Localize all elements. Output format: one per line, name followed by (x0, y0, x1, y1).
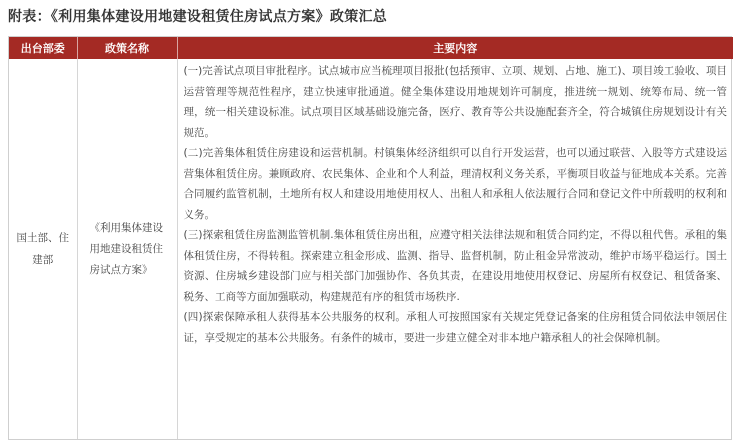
content-paragraph-2: (二)完善集体租赁住房建设和运营机制。村镇集体经济组织可以自行开发运营，也可以通过联营、入股等方式建设运营集体租赁住房。兼顾政府、农民集体、企业和个人利益，理清权利义务关系，平衡项目收益与征地成本关系。完善合同履约监管机制，土地所有权人和建设用地使用权人、出租人和承租人依法履行合同和登记文件中所载明的权利和义务。 (183, 147, 727, 221)
header-policy-name: 政策名称 (77, 37, 177, 59)
table-header (9, 37, 733, 59)
policy-table-grid (9, 37, 733, 439)
content-paragraph-4: (四)探索保障承租人获得基本公共服务的权利。承租人可按照国家有关规定凭登记备案的住房租赁合同依法申领居住证，享受规定的基本公共服务。有条件的城市，要进一步建立健全对非本地户籍承租人的社会保障机制。 (183, 311, 727, 344)
header-department: 出台部委 (9, 37, 77, 59)
header-content: 主要内容 (177, 37, 733, 59)
table-header-row (9, 37, 733, 59)
content-cell (177, 59, 733, 439)
content-paragraph-1: (一)完善试点项目审批程序。试点城市应当梳理项目报批(包括预审、立项、规划、占地、施工)、项目竣工验收、项目运营管理等规范性程序，建立快速审批通道。健全集体建设用地规划许可制度，推进统一规划、统筹布局、统一管理，统一相关建设标准。试点项目区域基础设施完备，医疗、教育等公共设施配套齐全，符合城镇住房规划设计有关规范。 (183, 65, 727, 139)
department-cell: 国土部、住建部 (9, 59, 77, 439)
policy-name-cell: 《利用集体建设用地建设租赁住房试点方案》 (77, 59, 177, 439)
policy-table (8, 36, 732, 440)
table-row (9, 59, 733, 439)
content-paragraph-3: (三)探索租赁住房监测监管机制.集体租赁住房出租，应遵守相关法律法规和租赁合同约定，不得以租代售。承租的集体租赁住房，不得转租。探索建立租金形成、监测、指导、监督机制，防止租金异常波动，维护市场平稳运行。国土资源、住房城乡建设部门应与相关部门加强协作、各负其责，在建设用地使用权登记、房屋所有权登记、租赁备案、税务、工商等方面加强联动，构建规范有序的租赁市场秩序. (183, 229, 727, 303)
page-title: 附表：《利用集体建设用地建设租赁住房试点方案》政策汇总 (8, 9, 388, 25)
table-body (9, 59, 733, 439)
